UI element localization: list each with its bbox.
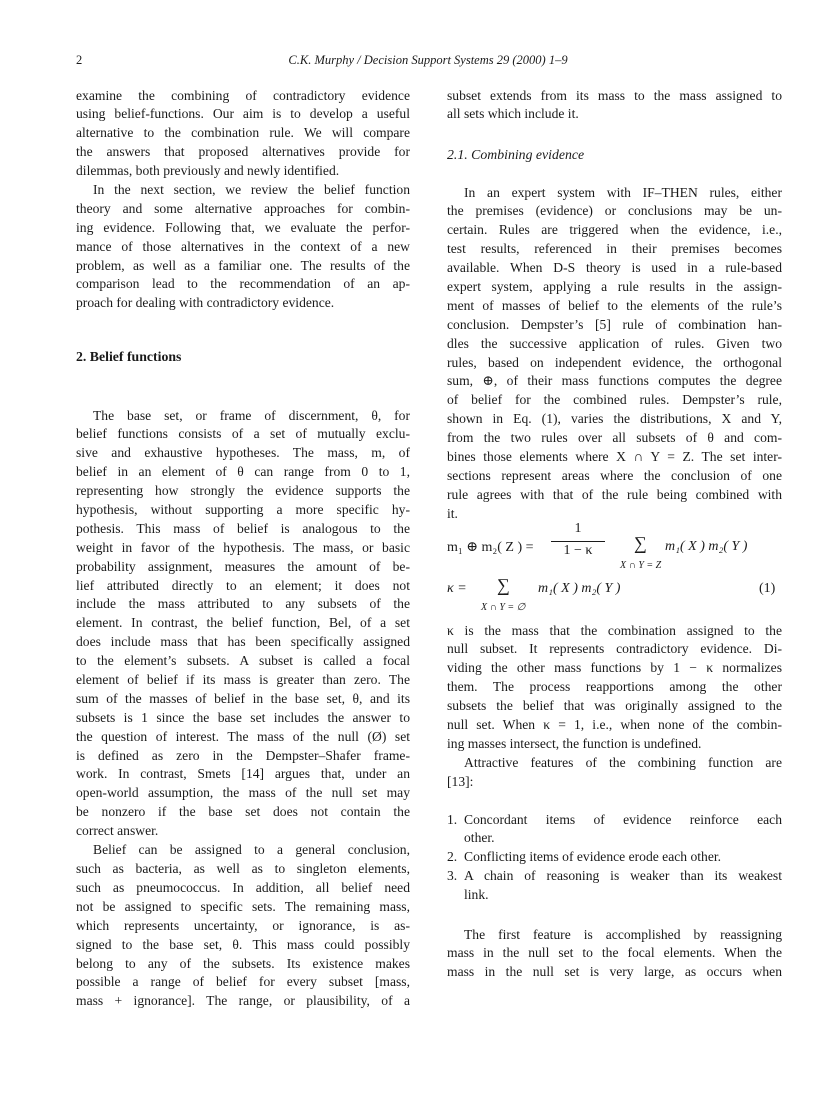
text-line: dles the successive application of rules. Given two xyxy=(447,335,782,351)
paragraph xyxy=(447,184,782,524)
text-line: problem, as well as a familiar one. The results of the xyxy=(76,257,410,273)
list-text xyxy=(464,867,782,905)
text-line: from the two rules over all subsets of θ and com- xyxy=(447,430,782,446)
text-line: shown in Eq. (1), varies the distributions, X and Y, xyxy=(447,411,782,427)
text-line: mance of those alternatives in the context of a new xyxy=(76,238,410,254)
text-line: include the mass attributed to any subsets of the xyxy=(76,596,410,612)
summation-subscript: X ∩ Y = Z xyxy=(620,560,662,571)
text-line: belief functions consists of a set of mutually exclu- xyxy=(76,426,410,442)
paragraph xyxy=(447,754,782,792)
text-line: such as bacteria, as well as to singleton elements, xyxy=(76,861,410,877)
text-line: lief attributed directly to an element; it does not xyxy=(76,577,410,593)
text-line: Belief can be assigned to a general conclusion, xyxy=(93,842,410,858)
text-line: comparison lead to the recommendation of an ap- xyxy=(76,276,410,292)
text-line: conclusion. Dempster’s [5] rule of combination han- xyxy=(447,316,782,332)
text-line: null subset. It represents contradictory evidence. Di- xyxy=(447,641,782,657)
text-line: sum of the masses of belief in the base set, θ, and its xyxy=(76,690,410,706)
text-line: open-world assumption, the mass of the null set may xyxy=(76,785,410,801)
list-number: 1. xyxy=(447,811,458,827)
text-line: sive and exhaustive hypotheses. The mass, m, of xyxy=(76,445,410,461)
text-line: is defined as zero in the Dempster–Shafer frame- xyxy=(76,747,410,763)
text-line: The first feature is accomplished by reassigning xyxy=(464,926,782,942)
text-line: the question of interest. The mass of the null (Ø) set xyxy=(76,728,410,744)
text-line: [13]: xyxy=(447,773,474,789)
text-line: bines those elements where X ∩ Y = Z. The set inter- xyxy=(447,448,782,464)
summation-symbol: ∑ xyxy=(634,533,647,553)
text-line: In the next section, we review the belief function xyxy=(93,182,410,197)
text-line: viding the other mass functions by 1 − κ normalizes xyxy=(447,660,782,676)
paragraph xyxy=(76,407,410,841)
text-line: the premises (evidence) or conclusions may be un- xyxy=(447,203,782,219)
text-line: ment of masses of belief to the elements of the rule’s xyxy=(447,297,782,313)
text-line: element of belief if its mass is greater than zero. The xyxy=(76,671,410,687)
text-line: alternative to the combination rule. We will compare xyxy=(76,125,410,141)
list-text xyxy=(464,848,782,867)
list-number: 3. xyxy=(447,868,458,884)
text-line: element. In contrast, the belief function, Bel, of a set xyxy=(76,615,410,631)
text-line: other. xyxy=(464,830,495,846)
text-line: which represents uncertainty, or ignorance, is as- xyxy=(76,917,410,933)
paragraph xyxy=(447,87,782,125)
text-line: Conflicting items of evidence erode each other. xyxy=(464,849,722,865)
paragraph xyxy=(76,87,410,181)
text-line: Attractive features of the combining function are xyxy=(464,754,782,770)
equation-lhs: κ = xyxy=(447,581,467,596)
text-line: weight in favor of the hypothesis. The mass, or basic xyxy=(76,539,410,555)
text-line: correct answer. xyxy=(76,823,159,839)
text-line: link. xyxy=(464,887,489,903)
text-line: be nonzero if the base set does not contain the xyxy=(76,804,410,820)
text-line: κ is the mass that the combination assigned to the xyxy=(447,622,782,638)
text-line: using belief-functions. Our aim is to develop a useful xyxy=(76,106,410,122)
list-item xyxy=(447,811,782,849)
text-line: In an expert system with IF–THEN rules, either xyxy=(464,184,782,200)
text-line: mass in the null set to the focal elements. When the xyxy=(447,945,782,961)
paragraph xyxy=(447,622,782,754)
text-line: subset extends from its mass to the mass assigned to xyxy=(447,87,782,103)
text-line: probability assignment, measures the amount of be- xyxy=(76,558,410,574)
equation-lhs: m₁ ⊕ m₂( Z ) = xyxy=(447,540,534,555)
text-line: it. xyxy=(447,505,458,521)
text-line: the answers that proposed alternatives provide for xyxy=(76,144,410,160)
paragraph xyxy=(447,926,782,983)
text-line: sections represent areas where the conclusion of one xyxy=(447,467,782,483)
paragraph xyxy=(76,841,410,1011)
text-line: belong to any of the subsets. Its existence makes xyxy=(76,955,410,971)
text-line: does include mass that has been specifically assigned xyxy=(76,634,410,650)
text-line: belief in an element of θ can range from 0 to 1, xyxy=(76,464,410,480)
text-line: possible a range of belief for every subset [mass, xyxy=(76,974,410,990)
summation-subscript: X ∩ Y = ∅ xyxy=(481,602,526,613)
equation-number: (1) xyxy=(759,581,776,596)
text-line: subsets is 1 since the base set includes the answer to xyxy=(76,709,410,725)
text-line: A chain of reasoning is weaker than its weakest xyxy=(464,868,782,884)
equation-term: m₁( X ) m₂( Y ) xyxy=(665,539,748,554)
text-line: of belief for the combined rules. Dempster’s rule, xyxy=(447,392,782,408)
text-line: test results, referenced in their premises becomes xyxy=(447,241,782,257)
text-line: pothesis. This mass of belief is analogous to the xyxy=(76,520,410,536)
summation-symbol: ∑ xyxy=(497,575,510,595)
text-line: not be assigned to specific sets. The remaining mass, xyxy=(76,898,410,914)
fraction-denominator: 1 − κ xyxy=(563,543,593,558)
text-line: rule agrees with that of the rule being combined with xyxy=(447,486,782,502)
text-line: mass + ignorance]. The range, or plausibility, of a xyxy=(76,993,410,1009)
text-line: expert system, applying a rule results in the assign- xyxy=(447,278,782,294)
text-line: hypothesis, without supporting a more specific hy- xyxy=(76,501,410,517)
text-line: subsets the belief that was originally assigned to the xyxy=(447,698,782,714)
text-line: them. The process reapportions among the other xyxy=(447,679,782,695)
text-line: available. When D-S theory is used in a rule-based xyxy=(447,260,782,276)
equation-term: m₁( X ) m₂( Y ) xyxy=(538,581,621,596)
list-number: 2. xyxy=(447,849,458,865)
text-line: such as pneumococcus. In addition, all belief need xyxy=(76,879,410,895)
text-line: certain. Rules are triggered when the evidence, i.e., xyxy=(447,222,782,238)
fraction-bar xyxy=(551,541,605,542)
text-line: proach for dealing with contradictory evidence. xyxy=(76,295,335,311)
text-line: mass in the null set is very large, as occurs when xyxy=(447,964,782,980)
text-line: Concordant items of evidence reinforce each xyxy=(464,811,782,827)
text-line: ing masses intersect, the function is undefined. xyxy=(447,735,702,751)
running-title: C.K. Murphy / Decision Support Systems 29 (2000) 1–9 xyxy=(288,53,568,67)
text-line: The base set, or frame of discernment, θ, for xyxy=(93,407,410,423)
text-line: representing how strongly the evidence supports the xyxy=(76,483,410,499)
list-item xyxy=(447,867,782,905)
text-line: signed to the base set, θ. This mass could possibly xyxy=(76,936,410,952)
text-line: to the element’s subsets. A subset is called a focal xyxy=(76,653,410,669)
text-line: work. In contrast, Smets [14] argues that, under an xyxy=(76,766,410,782)
text-line: rules, based on independent evidence, the orthogonal xyxy=(447,354,782,370)
subsection-heading: 2.1. Combining evidence xyxy=(447,146,585,162)
page-number: 2 xyxy=(76,53,83,67)
paragraph xyxy=(76,181,410,313)
text-line: null set. When κ = 1, i.e., when none of the combin- xyxy=(447,716,782,732)
list-item xyxy=(447,848,782,867)
text-line: dilemmas, both previously and newly identified. xyxy=(76,163,340,179)
text-line: ing evidence. Following that, we evaluate the perfor- xyxy=(76,219,410,235)
text-line: theory and some alternative approaches for combin- xyxy=(76,200,410,216)
fraction-numerator: 1 xyxy=(574,521,582,536)
section-heading: 2. Belief functions xyxy=(76,348,182,364)
text-line: all sets which include it. xyxy=(447,106,579,122)
list-text xyxy=(464,811,782,849)
text-line: sum, ⊕, of their mass functions computes the degree xyxy=(447,373,782,389)
text-line: examine the combining of contradictory evidence xyxy=(76,87,410,103)
